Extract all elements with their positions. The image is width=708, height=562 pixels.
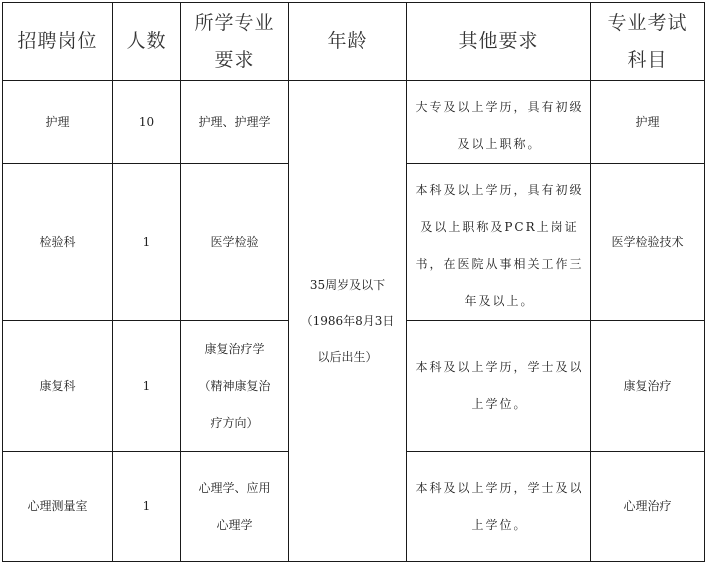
exam-text: 康复治疗: [623, 378, 672, 393]
other-line: 年及以上。: [464, 294, 535, 308]
other-line: 书，在医院从事相关工作三: [415, 257, 584, 271]
age-cell: [289, 81, 407, 562]
age-line2: （1986年8月3日: [300, 314, 395, 328]
major-line: 疗方向）: [210, 415, 259, 430]
other-line: 上学位。: [471, 397, 528, 411]
position-text: 心理测量室: [27, 499, 88, 513]
count-text: 10: [138, 114, 155, 129]
header-major: [181, 3, 289, 81]
other-line: 本科及以上学历，学士及以: [415, 360, 584, 374]
major-cell: [181, 81, 289, 164]
count-text: 1: [142, 499, 151, 513]
count-cell: [113, 81, 181, 164]
exam-cell: [591, 321, 705, 452]
recruitment-table: [2, 2, 705, 562]
header-age-text: 年龄: [327, 30, 368, 52]
position-text: 康复科: [39, 378, 76, 393]
count-text: 1: [142, 378, 151, 393]
count-text: 1: [142, 234, 151, 249]
count-cell: [113, 164, 181, 321]
other-line: 本科及以上学历，具有初级: [415, 183, 584, 197]
major-line: 心理学: [216, 517, 253, 532]
position-cell: [3, 164, 113, 321]
position-cell: [3, 321, 113, 452]
position-cell: [3, 81, 113, 164]
other-line: 大专及以上学历，具有初级: [415, 100, 584, 114]
position-text: 护理: [45, 114, 70, 129]
exam-cell: [591, 452, 705, 562]
position-cell: [3, 452, 113, 562]
header-other: [407, 3, 591, 81]
major-text: 护理、护理学: [198, 114, 271, 129]
header-exam-line2: 科目: [627, 48, 668, 71]
exam-cell: [591, 164, 705, 321]
other-line: 上学位。: [471, 517, 528, 532]
major-cell: [181, 452, 289, 562]
header-exam-line1: 专业考试: [607, 11, 688, 34]
header-major-line1: 所学专业: [194, 11, 275, 34]
exam-text: 护理: [635, 114, 660, 129]
exam-cell: [591, 81, 705, 164]
age-line3: 以后出生）: [317, 350, 378, 364]
header-position-text: 招聘岗位: [17, 30, 98, 52]
other-line: 本科及以上学历，学士及以: [415, 480, 584, 495]
header-age: [289, 3, 407, 81]
header-count: [113, 3, 181, 81]
table-row: [3, 81, 705, 164]
major-cell: [181, 321, 289, 452]
header-exam: [591, 3, 705, 81]
header-count-text: 人数: [126, 30, 167, 52]
major-cell: [181, 164, 289, 321]
exam-text: 心理治疗: [623, 499, 672, 513]
other-requirements-cell: [407, 164, 591, 321]
other-line: 及以上职称及PCR上岗证: [420, 220, 579, 234]
major-line: （精神康复治: [198, 378, 271, 393]
other-line: 及以上职称。: [457, 137, 542, 151]
count-cell: [113, 452, 181, 562]
major-line: 心理学、应用: [198, 480, 271, 495]
major-line: 康复治疗学: [204, 341, 265, 356]
other-requirements-cell: [407, 452, 591, 562]
header-row: [3, 3, 705, 81]
position-text: 检验科: [39, 234, 76, 249]
age-line1: 35周岁及以下: [309, 278, 386, 292]
major-text: 医学检验: [210, 234, 259, 249]
count-cell: [113, 321, 181, 452]
header-other-text: 其他要求: [458, 30, 539, 52]
exam-text: 医学检验技术: [611, 234, 684, 249]
header-major-line2: 要求: [214, 48, 255, 71]
header-position: [3, 3, 113, 81]
other-requirements-cell: [407, 81, 591, 164]
other-requirements-cell: [407, 321, 591, 452]
